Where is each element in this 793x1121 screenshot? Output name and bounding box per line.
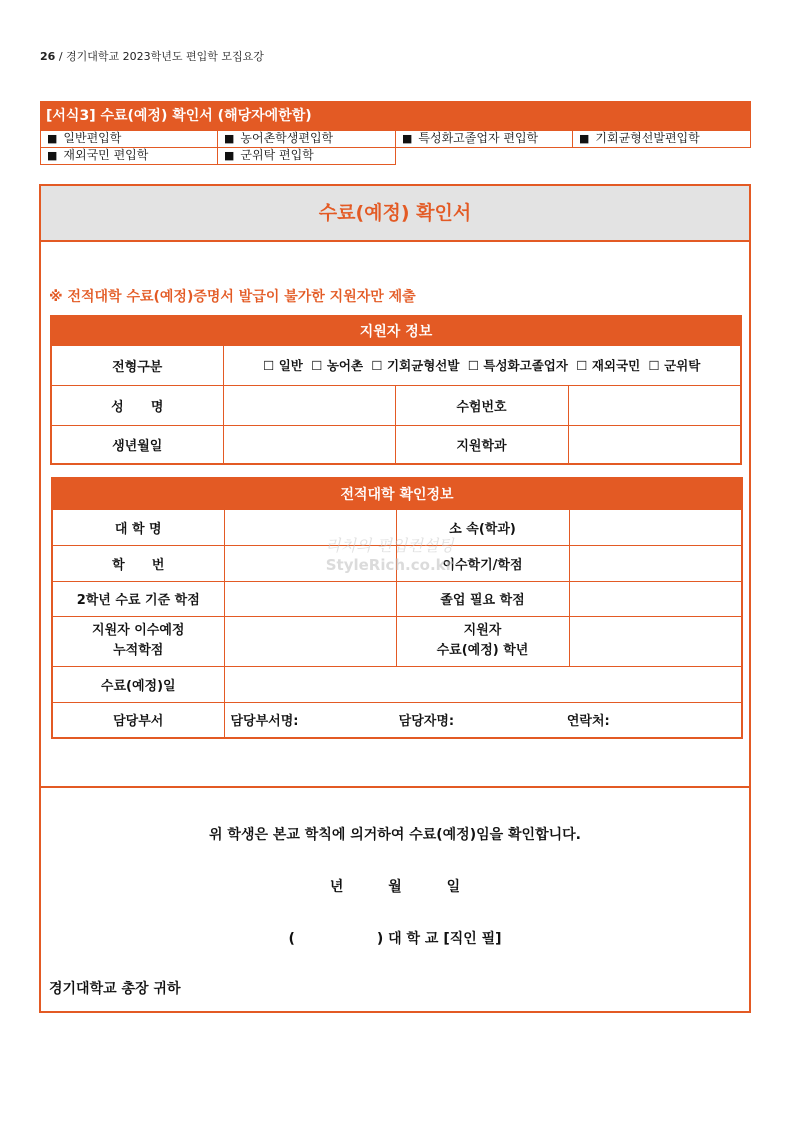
admission-type-row <box>40 148 751 165</box>
option-overseas[interactable]: ☐ 재외국민 <box>576 358 641 373</box>
filled-square-icon: ■ <box>402 132 413 145</box>
checkbox-icon[interactable]: ☐ <box>371 358 383 373</box>
admission-type-list <box>40 131 751 165</box>
admission-type-item: ■ 농어촌학생편입학 <box>217 131 395 148</box>
completion-grade-label: 지원자 수료(예정) 학년 <box>396 616 569 666</box>
manager-name-field[interactable]: 담당자명: <box>398 714 455 730</box>
filled-square-icon: ■ <box>47 149 58 162</box>
department-field[interactable] <box>568 425 741 464</box>
page-separator: / <box>58 50 63 63</box>
planned-credit-field[interactable] <box>224 616 396 666</box>
student-number-label: 학 번 <box>52 545 224 581</box>
document-title: 경기대학교 2023학년도 편입학 모집요강 <box>66 50 264 63</box>
checkbox-icon[interactable]: ☐ <box>263 358 275 373</box>
completion-grade-field[interactable] <box>569 616 742 666</box>
checkbox-icon[interactable]: ☐ <box>648 358 660 373</box>
sophomore-credit-label: 2학년 수료 기준 학점 <box>52 581 224 616</box>
admission-type-item: ■ 재외국민 편입학 <box>40 148 217 165</box>
university-name-label: 대 학 명 <box>52 509 224 545</box>
admission-type-item: ■ 기회균형선발편입학 <box>572 131 751 148</box>
semester-credit-label: 이수학기/학점 <box>396 545 569 581</box>
admission-type-item: ■ 군위탁 편입학 <box>217 148 396 165</box>
filled-square-icon: ■ <box>579 132 590 145</box>
checkbox-icon[interactable]: ☐ <box>576 358 588 373</box>
affiliation-label: 소 속(학과) <box>396 509 569 545</box>
admission-type-item: ■ 특성화고졸업자 편입학 <box>395 131 572 148</box>
applicant-info-header: 지원자 정보 <box>51 316 741 345</box>
name-field[interactable] <box>223 385 395 425</box>
filled-square-icon: ■ <box>224 149 235 162</box>
exam-number-field[interactable] <box>568 385 741 425</box>
birthdate-label: 생년월일 <box>51 425 223 464</box>
birthdate-field[interactable] <box>223 425 395 464</box>
checkbox-icon[interactable]: ☐ <box>311 358 323 373</box>
option-rural[interactable]: ☐ 농어촌 <box>311 358 364 373</box>
planned-credit-label: 지원자 이수예정 누적학점 <box>52 616 224 666</box>
dept-name-field[interactable]: 담당부서명: <box>230 714 299 730</box>
completion-date-field[interactable] <box>224 666 742 702</box>
option-military[interactable]: ☐ 군위탁 <box>648 358 701 373</box>
responsible-dept-label: 담당부서 <box>52 702 224 738</box>
contact-field[interactable]: 연락처: <box>566 714 610 730</box>
confirmation-statement: 위 학생은 본교 학칙에 의거하여 수료(예정)임을 확인합니다. <box>209 827 581 843</box>
admission-type-row <box>40 131 751 148</box>
issue-date-line: 년 월 일 <box>329 879 461 895</box>
affiliation-field[interactable] <box>569 509 742 545</box>
sophomore-credit-field[interactable] <box>224 581 396 616</box>
form-title: 수료(예정) 확인서 <box>41 186 749 242</box>
student-number-field[interactable] <box>224 545 396 581</box>
completion-date-label: 수료(예정)일 <box>52 666 224 702</box>
option-vocational[interactable]: ☐ 특성화고졸업자 <box>467 358 568 373</box>
page-header <box>40 48 264 64</box>
applicant-info-table <box>50 315 742 465</box>
option-equal-opportunity[interactable]: ☐ 기회균형선발 <box>371 358 460 373</box>
watermark: 리치의 편입컨설팅 StyleRich.co.kr <box>325 536 454 574</box>
university-name-field[interactable] <box>224 509 396 545</box>
name-label: 성 명 <box>51 385 223 425</box>
graduation-credit-label: 졸업 필요 학점 <box>396 581 569 616</box>
filled-square-icon: ■ <box>47 132 58 145</box>
addressee: 경기대학교 총장 귀하 <box>49 981 181 997</box>
responsible-dept-row <box>224 702 742 738</box>
graduation-credit-field[interactable] <box>569 581 742 616</box>
page-number: 26 <box>40 50 56 63</box>
form-tag: [서식3] 수료(예정) 확인서 (해당자에한함) <box>40 101 751 131</box>
admission-type-options <box>223 345 741 385</box>
checkbox-icon[interactable]: ☐ <box>467 358 480 373</box>
admission-type-item: ■ 일반편입학 <box>40 131 217 148</box>
university-seal-line: ( ) 대 학 교 [직인 필] <box>288 931 502 947</box>
department-label: 지원학과 <box>395 425 568 464</box>
submission-notice: ※ 전적대학 수료(예정)증명서 발급이 불가한 지원자만 제출 <box>49 289 416 305</box>
exam-number-label: 수험번호 <box>395 385 568 425</box>
previous-school-header: 전적대학 확인정보 <box>52 478 742 509</box>
admission-type-label: 전형구분 <box>51 345 223 385</box>
previous-school-table <box>51 477 743 739</box>
option-general[interactable]: ☐ 일반 <box>263 358 303 373</box>
certificate-form <box>39 184 751 1013</box>
section-divider <box>41 786 749 788</box>
semester-credit-field[interactable] <box>569 545 742 581</box>
filled-square-icon: ■ <box>224 132 235 145</box>
